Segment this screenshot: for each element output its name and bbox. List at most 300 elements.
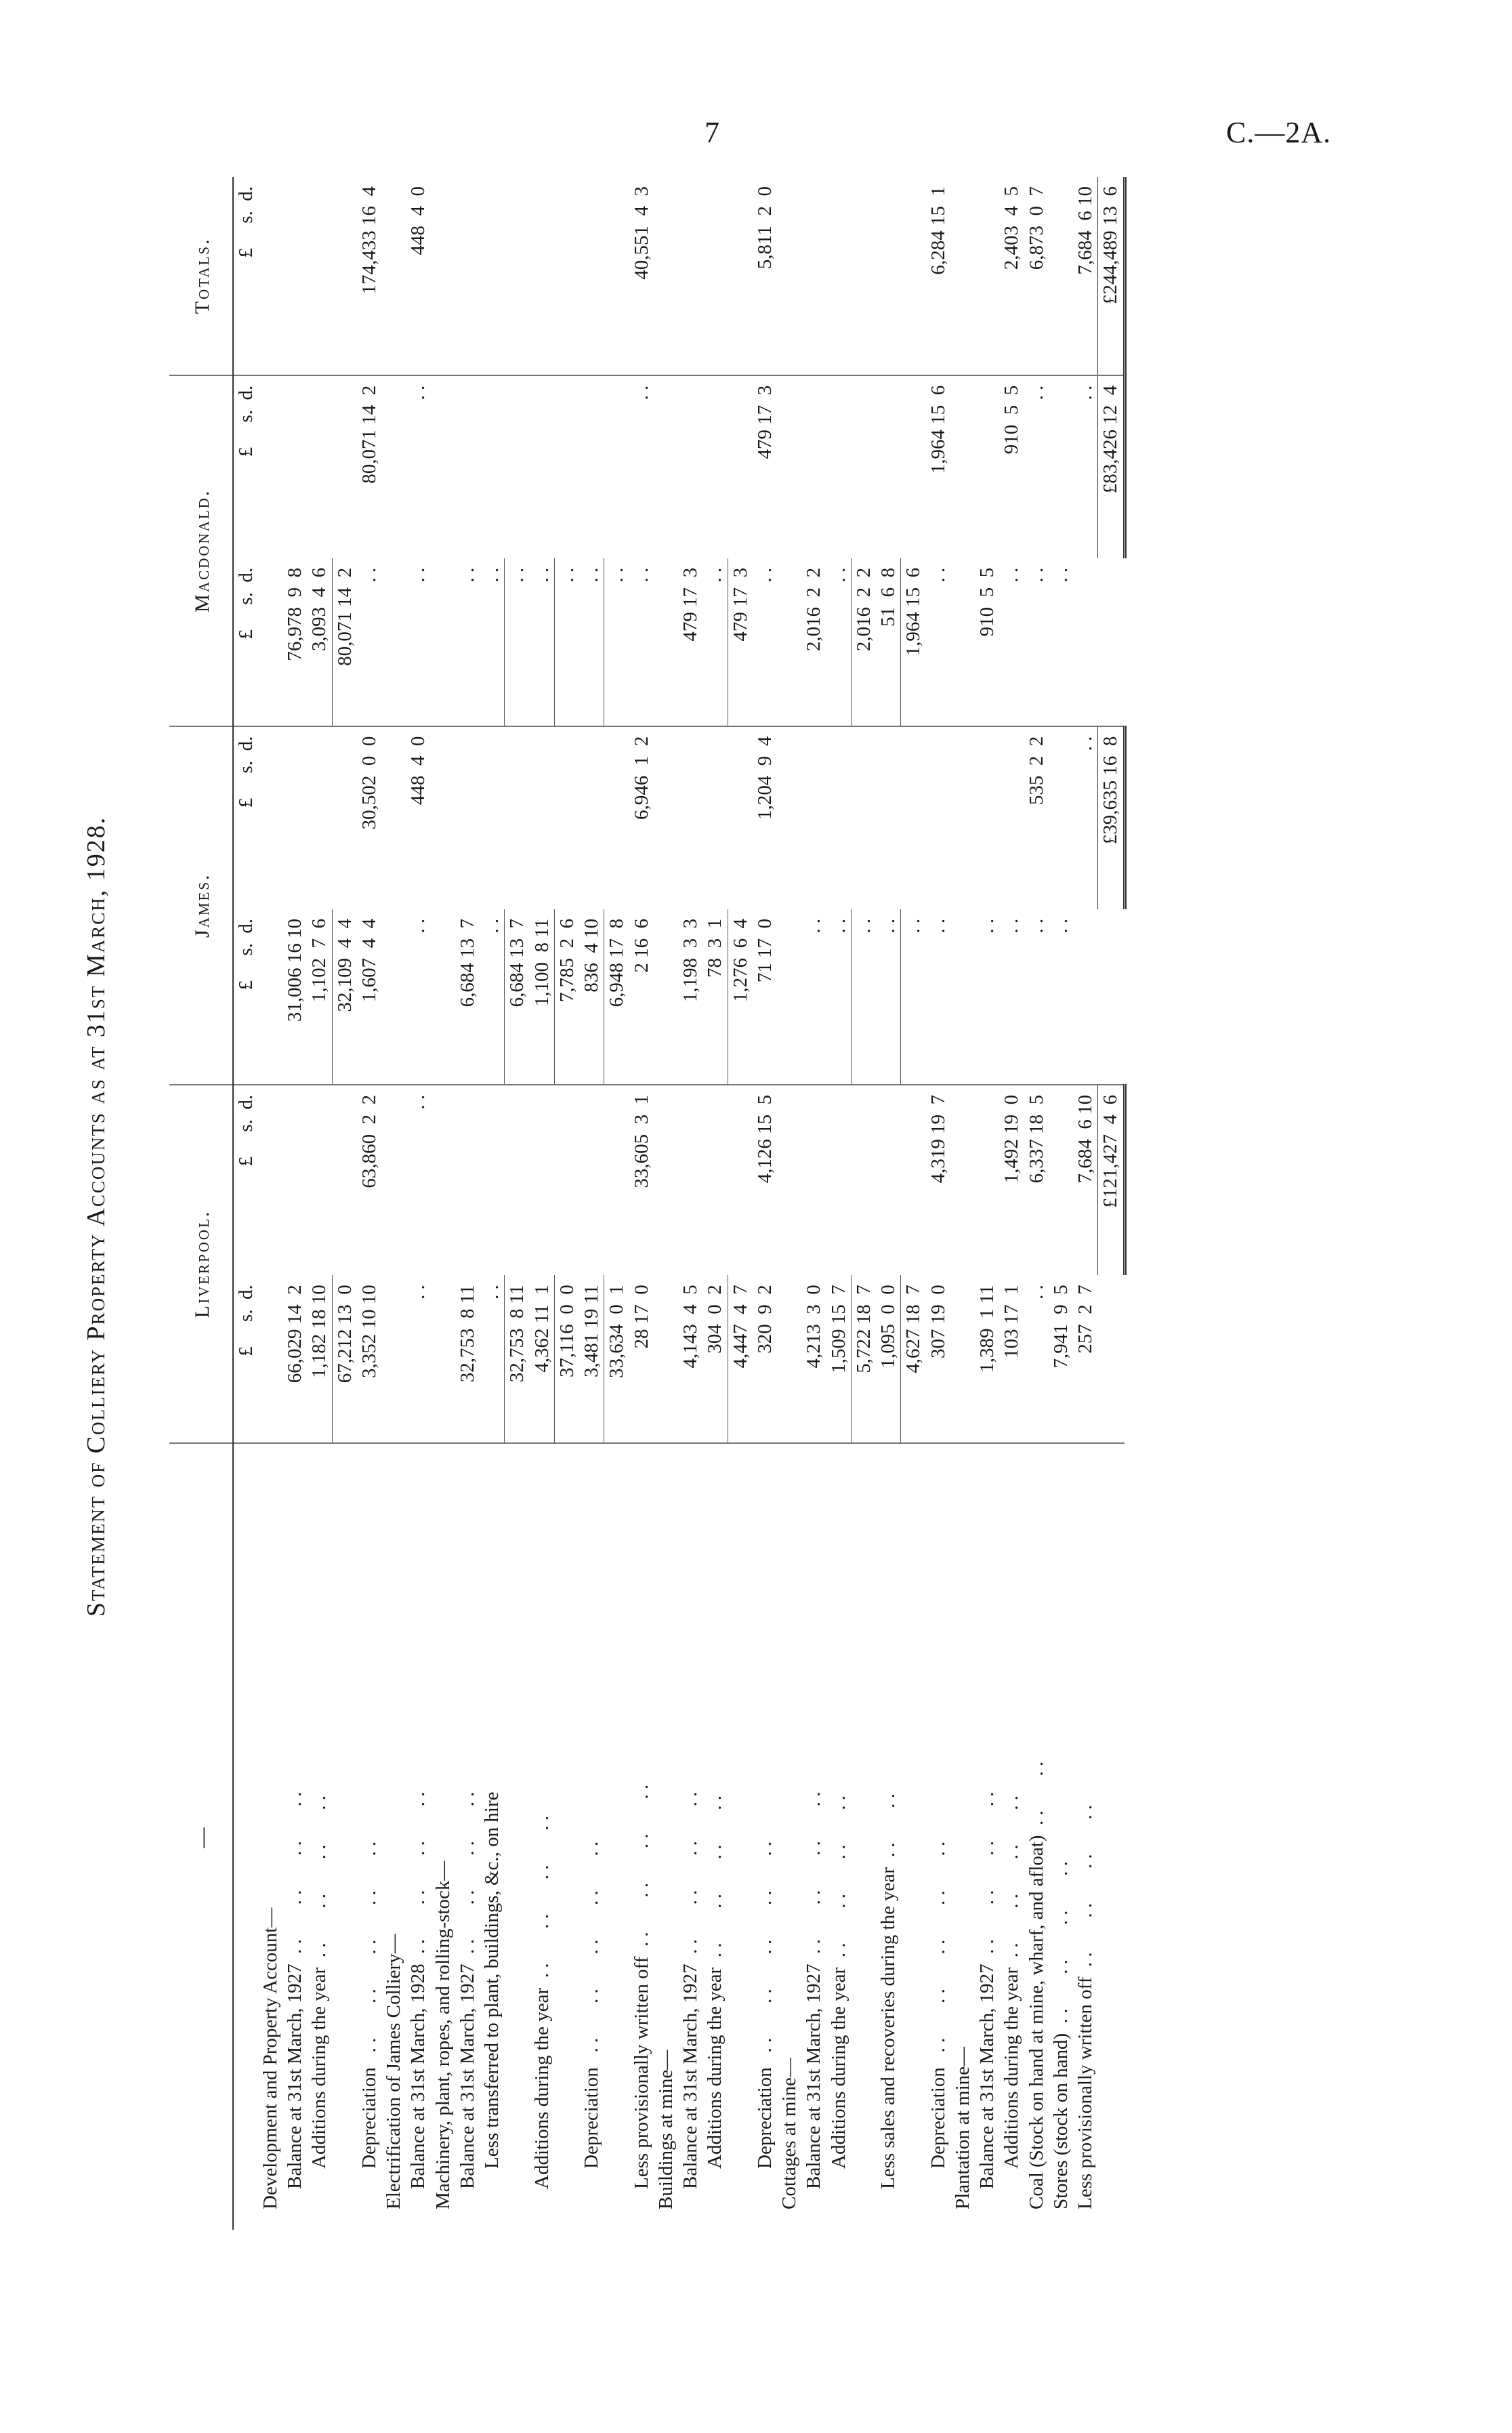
amount-cell (431, 375, 455, 558)
row-label: Coal (Stock on hand at mine, wharf, and afloat) . . . . (1025, 1761, 1047, 2209)
amount-cell (851, 177, 876, 375)
row-label: Balance at 31st March, 1928 . . . . . . . . (407, 1791, 429, 2189)
amount-cell (431, 558, 455, 726)
amount-cell: 1,964 15 6 (927, 385, 949, 474)
amount-cell (654, 177, 678, 375)
row-label (332, 1443, 357, 2230)
unit-label: £ s. d. (234, 736, 257, 808)
amount-cell (505, 177, 530, 375)
amount-cell (554, 177, 579, 375)
amount-cell (950, 726, 975, 909)
amount-cell: . . (629, 558, 654, 726)
amount-cell: . . (1024, 909, 1049, 1085)
row-label: Additions during the year . . . . . . . . (827, 1795, 849, 2169)
amount-cell (826, 1085, 852, 1275)
amount-cell (579, 375, 604, 558)
amount-cell (950, 177, 975, 375)
amount-cell: 4,143 4 5 (678, 1275, 702, 1443)
unit-label: £ s. d. (233, 909, 258, 1085)
amount-cell (801, 726, 826, 909)
table-row (999, 177, 1024, 2230)
amount-cell: 7,684 6 10 (1074, 1094, 1096, 1184)
amount-cell: 6,284 15 1 (926, 177, 950, 375)
table-row (926, 177, 950, 2230)
amount-cell (999, 726, 1024, 909)
amount-cell: 6,684 13 7 (455, 909, 480, 1085)
amount-cell: 40,551 4 3 (629, 177, 654, 375)
grand-total: £244,489 13 6 (1098, 177, 1125, 375)
amount-cell (480, 726, 505, 909)
amount-cell: . . (604, 558, 629, 726)
row-label: Depreciation . . . . . . . . . . (927, 1841, 949, 2169)
amount-cell (678, 375, 702, 558)
amount-cell (480, 1085, 505, 1275)
row-label (851, 1443, 876, 2230)
amount-cell (258, 1085, 282, 1275)
amount-cell (554, 1085, 579, 1275)
amount-cell (826, 726, 852, 909)
amount-cell (728, 1085, 753, 1275)
amount-cell (505, 375, 530, 558)
table-row (950, 177, 975, 2230)
document-code: C.—2A. (1226, 116, 1332, 149)
amount-cell (851, 1085, 876, 1275)
amount-cell: . . (1049, 558, 1073, 726)
amount-cell: . . (1074, 736, 1096, 751)
amount-cell (381, 558, 406, 726)
amount-cell: 66,029 14 2 (282, 1275, 307, 1443)
amount-cell (876, 726, 901, 909)
row-label: Balance at 31st March, 1927 . . . . . . . . (456, 1791, 478, 2189)
amount-cell (381, 1085, 406, 1275)
amount-cell: . . (826, 558, 852, 726)
amount-cell (975, 1085, 999, 1275)
amount-cell (801, 177, 826, 375)
row-label: Plantation at mine— (951, 2046, 973, 2209)
row-label: Balance at 31st March, 1927 . . . . . . . . (976, 1791, 998, 2189)
amount-cell (702, 375, 728, 558)
total-macdonald: £83,426 12 4 (1098, 375, 1125, 558)
amount-cell (282, 375, 307, 558)
amount-cell (678, 1085, 702, 1275)
amount-cell (505, 1085, 530, 1275)
table-row (480, 177, 505, 2230)
amount-cell: 1,204 9 4 (753, 736, 776, 820)
table-row (728, 177, 753, 2230)
amount-cell: . . (407, 1094, 429, 1110)
amount-cell: 4,126 15 5 (753, 1094, 776, 1184)
amount-cell: 103 17 1 (999, 1275, 1024, 1443)
amount-cell: 4,627 18 7 (901, 1275, 926, 1443)
amount-cell (258, 558, 282, 726)
amount-cell: 6,684 13 7 (505, 909, 530, 1085)
amount-cell (975, 375, 999, 558)
table-row (702, 177, 728, 2230)
row-label: Depreciation . . . . . . . . . . (581, 1841, 602, 2169)
amount-cell (258, 177, 282, 375)
amount-cell (381, 1275, 406, 1443)
amount-cell: 535 2 2 (1025, 736, 1047, 806)
amount-cell: . . (1024, 558, 1049, 726)
column-header-blank: — (169, 1443, 233, 2230)
amount-cell (801, 375, 826, 558)
table-row (604, 177, 629, 2230)
amount-cell (876, 177, 901, 375)
amount-cell (678, 726, 702, 909)
amount-cell (258, 726, 282, 909)
amount-cell (455, 375, 480, 558)
amount-cell: 1,389 1 11 (975, 1275, 999, 1443)
amount-cell: . . (876, 909, 901, 1085)
amount-cell: 2 16 6 (629, 909, 654, 1085)
amount-cell: 4,362 11 1 (530, 1275, 555, 1443)
amount-cell: 30,502 0 0 (358, 736, 380, 830)
amount-cell: 448 4 0 (407, 736, 429, 806)
table-row (1073, 177, 1098, 2230)
amount-cell (654, 558, 678, 726)
table-row (753, 177, 777, 2230)
table-body (258, 177, 1098, 2230)
amount-cell: . . (926, 558, 950, 726)
table-row (801, 177, 826, 2230)
amount-cell (950, 375, 975, 558)
amount-cell: 51 6 8 (876, 558, 901, 726)
amount-cell (480, 375, 505, 558)
column-header-totals: Totals. (169, 177, 233, 375)
amount-cell: 28 17 0 (629, 1275, 654, 1443)
amount-cell: . . (455, 558, 480, 726)
row-label: Stores (stock on hand) . . . . . . . . (1049, 1861, 1072, 2209)
amount-cell: 80,071 14 2 (332, 558, 357, 726)
page-number: 7 (705, 116, 719, 149)
amount-cell (702, 1085, 728, 1275)
amount-cell: 6,337 18 5 (1025, 1094, 1047, 1184)
amount-cell (431, 1275, 455, 1443)
amount-cell (801, 1085, 826, 1275)
amount-cell (654, 1275, 678, 1443)
amount-cell (282, 726, 307, 909)
amount-cell (307, 177, 332, 375)
table-row (901, 177, 926, 2230)
amount-cell: . . (530, 558, 555, 726)
amount-cell: 2,016 2 2 (801, 558, 826, 726)
amount-cell: 33,634 0 1 (604, 1275, 629, 1443)
amount-cell (282, 1085, 307, 1275)
amount-cell (431, 909, 455, 1085)
amount-cell (604, 375, 629, 558)
amount-cell: 1,182 18 10 (307, 1275, 332, 1443)
amount-cell: . . (407, 385, 429, 400)
amount-cell (901, 726, 926, 909)
row-label: Depreciation . . . . . . . . . . (358, 1841, 380, 2169)
amount-cell: 1,276 6 4 (728, 909, 753, 1085)
amount-cell (851, 375, 876, 558)
amount-cell (332, 726, 357, 909)
amount-cell (950, 909, 975, 1085)
amount-cell (579, 177, 604, 375)
row-label (604, 1443, 629, 2230)
amount-cell: . . (406, 1275, 430, 1443)
amount-cell: . . (1049, 909, 1073, 1085)
row-label: Less provisionally written off . . . . . . . . (630, 1784, 652, 2189)
amount-cell: . . (975, 909, 999, 1085)
amount-cell: 37,116 0 0 (554, 1275, 579, 1443)
amount-cell (728, 177, 753, 375)
amount-cell (901, 375, 926, 558)
table-row (777, 177, 801, 2230)
amount-cell: 4,447 4 7 (728, 1275, 753, 1443)
unit-label: £ s. d. (234, 1094, 257, 1167)
amount-cell: . . (406, 909, 430, 1085)
amount-cell: 71 17 0 (753, 909, 777, 1085)
amount-cell: . . (702, 558, 728, 726)
amount-cell: 479 17 3 (753, 385, 776, 459)
amount-cell: 910 5 5 (1001, 385, 1023, 455)
amount-cell (604, 726, 629, 909)
amount-cell: 910 5 5 (975, 558, 999, 726)
amount-cell (530, 1085, 555, 1275)
amount-cell: . . (801, 909, 826, 1085)
units-row (233, 177, 258, 2230)
amount-cell: . . (826, 909, 852, 1085)
unit-label: £ s. d. (233, 558, 258, 726)
amount-cell (381, 177, 406, 375)
amount-cell: . . (1025, 385, 1047, 400)
row-label: Additions during the year . . . . . . . . (530, 1816, 553, 2189)
amount-cell: 6,873 0 7 (1024, 177, 1049, 375)
amount-cell (654, 375, 678, 558)
amount-cell: 3,481 19 11 (579, 1275, 604, 1443)
table-row (307, 177, 332, 2230)
row-label: Depreciation . . . . . . . . . . (753, 1841, 776, 2169)
amount-cell: 32,753 8 11 (505, 1275, 530, 1443)
amount-cell (332, 375, 357, 558)
table-row (258, 177, 282, 2230)
amount-cell (777, 1275, 801, 1443)
amount-cell: 320 9 2 (753, 1275, 777, 1443)
amount-cell (876, 1085, 901, 1275)
amount-cell: 4,213 3 0 (801, 1275, 826, 1443)
column-headers (169, 177, 233, 2230)
amount-cell (455, 1085, 480, 1275)
table-row (282, 177, 307, 2230)
amount-cell (654, 909, 678, 1085)
table-row (629, 177, 654, 2230)
amount-cell (1049, 177, 1073, 375)
amount-cell: 7,785 2 6 (554, 909, 579, 1085)
amount-cell (1049, 726, 1073, 909)
table-row (876, 177, 901, 2230)
amount-cell: 7,941 9 5 (1049, 1275, 1073, 1443)
amount-cell: . . (480, 1275, 505, 1443)
unit-label: £ s. d. (233, 177, 258, 375)
amount-cell: . . (753, 558, 777, 726)
column-header-james: James. (169, 726, 233, 1085)
amount-cell (307, 1085, 332, 1275)
amount-cell: 31,006 16 10 (282, 909, 307, 1085)
amount-cell (654, 726, 678, 909)
statement-title: Statement of Colliery Property Accounts as at 31st March, 1928. (82, 816, 110, 1617)
amount-cell: 3,093 4 6 (307, 558, 332, 726)
amount-cell: 307 19 0 (926, 1275, 950, 1443)
amount-cell (604, 1085, 629, 1275)
amount-cell (1073, 558, 1098, 726)
table-row (826, 177, 852, 2230)
amount-cell: . . (1024, 1275, 1049, 1443)
amount-cell: 1,607 4 4 (357, 909, 381, 1085)
amount-cell (702, 726, 728, 909)
amount-cell: 257 2 7 (1073, 1275, 1098, 1443)
row-label: Buildings at mine— (654, 2050, 677, 2209)
amount-cell: . . (554, 558, 579, 726)
amount-cell (777, 375, 801, 558)
amount-cell: . . (505, 558, 530, 726)
amount-cell: 1,095 0 0 (876, 1275, 901, 1443)
table-row (554, 177, 579, 2230)
amount-cell: 479 17 3 (678, 558, 702, 726)
column-header-liverpool: Liverpool. (169, 1085, 233, 1443)
table-row (530, 177, 555, 2230)
amount-cell (851, 726, 876, 909)
unit-label: £ s. d. (233, 1275, 258, 1443)
table-row (505, 177, 530, 2230)
table-row (678, 177, 702, 2230)
amount-cell (579, 726, 604, 909)
amount-cell (505, 726, 530, 909)
amount-cell: 5,722 18 7 (851, 1275, 876, 1443)
amount-cell: 33,605 3 1 (630, 1094, 652, 1188)
amount-cell (530, 726, 555, 909)
amount-cell: 304 0 2 (702, 1275, 728, 1443)
amount-cell (480, 177, 505, 375)
amount-cell (950, 558, 975, 726)
amount-cell: 63,860 2 2 (358, 1094, 380, 1188)
amount-cell (455, 177, 480, 375)
amount-cell (431, 1085, 455, 1275)
row-label (728, 1443, 753, 2230)
amount-cell: . . (926, 909, 950, 1085)
amount-cell: 4,319 19 7 (927, 1094, 949, 1184)
unit-label: £ s. d. (234, 385, 257, 457)
amount-cell (530, 375, 555, 558)
table-row (431, 177, 455, 2230)
amount-cell: 1,509 15 7 (826, 1275, 852, 1443)
row-label: Electrification of James Colliery— (383, 1934, 404, 2209)
table-row (332, 177, 357, 2230)
amount-cell: 1,102 7 6 (307, 909, 332, 1085)
totals-row (1098, 177, 1125, 2230)
row-label (901, 1443, 926, 2230)
table-row (357, 177, 381, 2230)
amount-cell: . . (406, 558, 430, 726)
table-row (1024, 177, 1049, 2230)
amount-cell: . . (630, 385, 652, 400)
amount-cell (678, 177, 702, 375)
amount-cell (307, 375, 332, 558)
amount-cell (431, 177, 455, 375)
row-label: Balance at 31st March, 1927 . . . . . . . . (679, 1791, 701, 2189)
total-james: £39,635 16 8 (1098, 726, 1125, 909)
amount-cell: 67,212 13 0 (332, 1275, 357, 1443)
column-header-macdonald: Macdonald. (169, 375, 233, 726)
amount-cell (777, 726, 801, 909)
amount-cell (604, 177, 629, 375)
amount-cell: . . (851, 909, 876, 1085)
amount-cell (826, 375, 852, 558)
amount-cell (431, 726, 455, 909)
accounts-table (169, 177, 1127, 2230)
row-label: Balance at 31st March, 1927 . . . . . . . . (803, 1791, 825, 2189)
amount-cell (381, 909, 406, 1085)
amount-cell (554, 726, 579, 909)
amount-cell (926, 726, 950, 909)
amount-cell: 7,684 6 10 (1073, 177, 1098, 375)
amount-cell: 1,964 15 6 (901, 558, 926, 726)
amount-cell: . . (480, 558, 505, 726)
amount-cell (876, 375, 901, 558)
amount-cell (258, 375, 282, 558)
amount-cell (777, 1085, 801, 1275)
total-liverpool: £121,427 4 6 (1098, 1085, 1125, 1275)
amount-cell: . . (999, 909, 1024, 1085)
row-label: Machinery, plant, ropes, and rolling-stock— (432, 1860, 454, 2209)
amount-cell (901, 1085, 926, 1275)
amount-cell: 80,071 14 2 (358, 385, 380, 484)
amount-cell (1049, 1085, 1073, 1275)
amount-cell: 448 4 0 (406, 177, 430, 375)
amount-cell (332, 177, 357, 375)
amount-cell: . . (579, 558, 604, 726)
amount-cell (307, 726, 332, 909)
amount-cell (777, 558, 801, 726)
amount-cell (332, 1085, 357, 1275)
amount-cell: 1,100 8 11 (530, 909, 555, 1085)
amount-cell (777, 177, 801, 375)
amount-cell (654, 1085, 678, 1275)
amount-cell: . . (1074, 385, 1096, 400)
amount-cell (554, 375, 579, 558)
amount-cell (381, 375, 406, 558)
amount-cell: 6,946 1 2 (630, 736, 652, 820)
amount-cell: 174,433 16 4 (357, 177, 381, 375)
row-label: Less sales and recoveries during the year . . . . (877, 1793, 899, 2189)
amount-cell (1049, 375, 1073, 558)
amount-cell (950, 1085, 975, 1275)
amount-cell (975, 177, 999, 375)
table-row (851, 177, 876, 2230)
row-label: Cottages at mine— (778, 2058, 800, 2209)
table-row (975, 177, 999, 2230)
amount-cell (901, 177, 926, 375)
amount-cell: 6,948 17 8 (604, 909, 629, 1085)
table-row (579, 177, 604, 2230)
amount-cell (728, 375, 753, 558)
amount-cell (728, 726, 753, 909)
table-row (455, 177, 480, 2230)
row-label: Development and Property Account— (259, 1907, 281, 2209)
amount-cell: 836 4 10 (579, 909, 604, 1085)
amount-cell: 1,492 19 0 (1001, 1094, 1023, 1184)
amount-cell: 1,198 3 3 (678, 909, 702, 1085)
amount-cell (530, 177, 555, 375)
amount-cell: 5,811 2 0 (753, 177, 777, 375)
row-label: Additions during the year . . . . . . . . (1001, 1795, 1023, 2169)
amount-cell (975, 726, 999, 909)
amount-cell: 32,753 8 11 (455, 1275, 480, 1443)
amount-cell (381, 726, 406, 909)
amount-cell (950, 1275, 975, 1443)
amount-cell: 78 3 1 (702, 909, 728, 1085)
